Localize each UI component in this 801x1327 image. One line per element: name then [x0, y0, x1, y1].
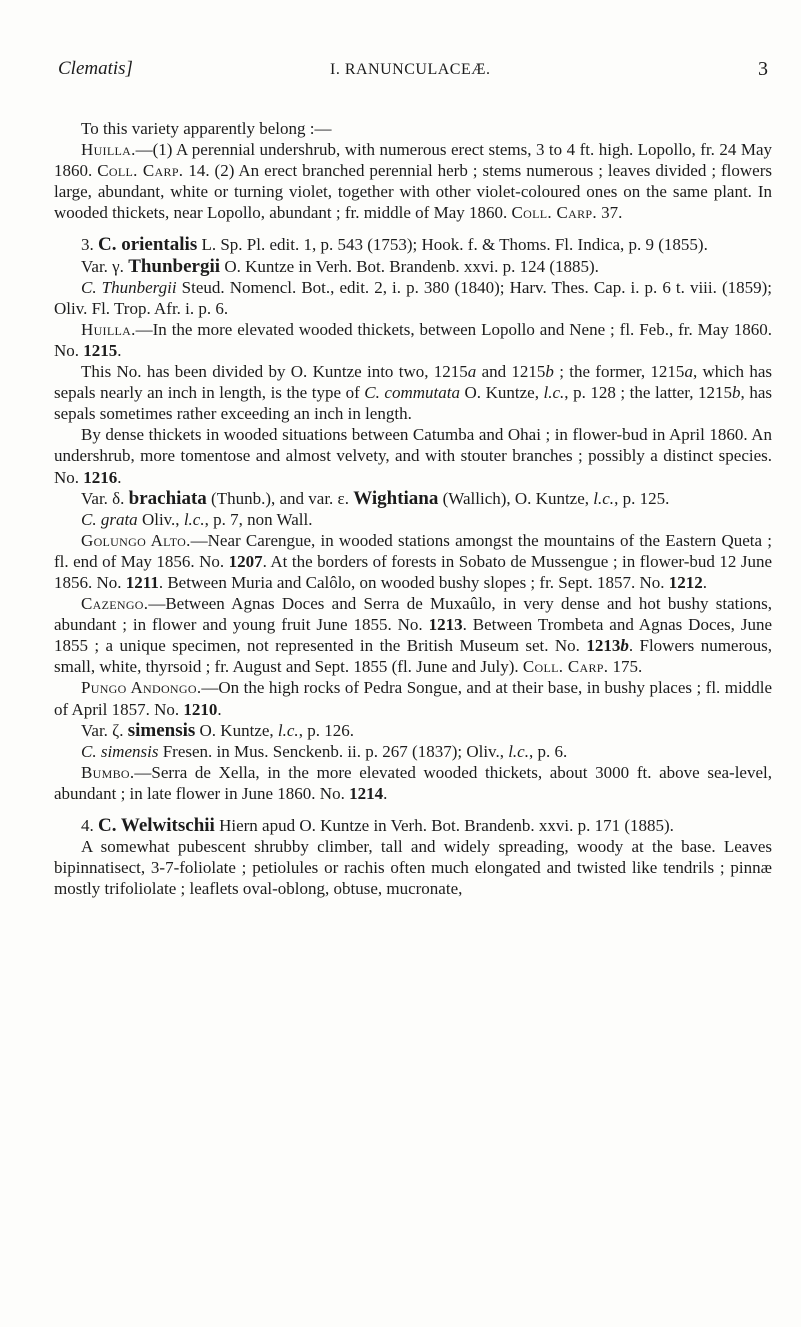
synonym-name: C. simensis — [81, 741, 159, 761]
cazengo-paragraph: Cazengo.—Between Agnas Doces and Serra de Muxaûlo, in very dense and hot bushy stations, abundant ; in flower and young fruit June 1855. No. 1213. Between Trombeta and Agnas Doces, June 1855 ; a unique specimen, not represented in the British Museum set. No. 1213b. Flowers numerous, small, white, thyrsoid ; fr. August and Sept. 1855 (fl. June and July). Coll. Carp. 175. — [54, 594, 772, 677]
species-name: C. Welwitschii — [98, 815, 215, 836]
synonym-name: C. Thunbergii — [81, 277, 177, 297]
huilla-specimens-paragraph: Huilla.—(1) A perennial undershrub, with numerous erect stems, 3 to 4 ft. high. Lopollo, fr. 24 May 1860. Coll. Carp. 14. (2) An erect branched perennial herb ; stems numerous ; leaves divided ; flowers large, abundant, white or turning violet, together with other violet-coloured ones on the same plant. In wooded thickets, near Lopollo, abundant ; fr. middle of May 1860. Coll. Carp. 37. — [54, 140, 772, 223]
specimen-number: 1215 — [83, 340, 118, 360]
species-name: C. orientalis — [98, 234, 198, 256]
region-label: Golungo Alto. — [81, 530, 191, 550]
bumbo-paragraph: Bumbo.—Serra de Xella, in the more elevated wooded thickets, about 3000 ft. above sea-level, abundant ; in late flower in June 1860. No. 1214. — [54, 762, 772, 803]
species-entry-welwitschii: 4. C. Welwitschii Hiern apud O. Kuntze in Verh. Bot. Brandenb. xxvi. p. 171 (1885). — [81, 815, 674, 836]
body-text — [54, 118, 772, 899]
running-head — [58, 58, 768, 84]
pungo-andongo-paragraph: Pungo Andongo.—On the high rocks of Pedra Songue, and at their base, in bushy places ; fl. middle of April 1857. No. 1210. — [54, 678, 772, 719]
synonym-name: C. grata — [81, 509, 138, 529]
region-label: Pungo Andongo. — [81, 678, 202, 698]
intro-line: To this variety apparently belong :— — [81, 119, 332, 138]
welwitschii-description: A somewhat pubescent shrubby climber, tall and widely spreading, woody at the base. Leaves bipinnatisect, 3-7-foliolate ; petiolules or rachis often much elongated and twisted like tendrils ; pinnæ mostly trifoliolate ; leaflets oval-oblong, obtuse, mucronate, — [54, 837, 772, 899]
variety-entry-brachiata-wightiana: Var. δ. brachiata (Thunb.), and var. ε. Wightiana (Wallich), O. Kuntze, l.c., p. 125. — [81, 487, 670, 509]
variety-name: brachiata — [128, 487, 207, 509]
kuntze-division-note: This No. has been divided by O. Kuntze into two, 1215a and 1215b ; the former, 1215a, which has sepals nearly an inch in length, is the type of C. commutata O. Kuntze, l.c., p. 128 ; the latter, 1215b, has sepals sometimes rather exceeding an inch in length. — [54, 362, 773, 424]
region-label: Bumbo. — [81, 762, 135, 782]
synonym-thunbergii: C. Thunbergii Steud. Nomencl. Bot., edit. 2, i. p. 380 (1840); Harv. Thes. Cap. i. p. 6 t. viii. (1859); Oliv. Fl. Trop. Afr. i. p. 6. — [54, 277, 772, 318]
collection-label: Coll. Carp. — [511, 203, 597, 223]
variety-name: simensis — [127, 719, 196, 741]
running-head-family: I. RANUNCULACEÆ. — [330, 61, 491, 78]
specimen-number: 1216 — [83, 467, 118, 487]
synonym-name: C. commutata — [364, 383, 460, 403]
specimen-number: 1207 — [228, 551, 263, 571]
specimen-number: 1211 — [125, 572, 159, 592]
variety-name: Thunbergii — [128, 255, 221, 277]
huilla-locality-paragraph: Huilla.—In the more elevated wooded thickets, between Lopollo and Nene ; fl. Feb., fr. May 1860. No. 1215. — [54, 319, 772, 360]
catumba-locality-paragraph: By dense thickets in wooded situations between Catumba and Ohai ; in flower-bud in April 1860. An undershrub, more tomentose and almost velvety, and with stouter branches ; possibly a distinct species. No. 1216. — [54, 425, 772, 487]
variety-name: Wightiana — [353, 487, 439, 509]
region-label: Huilla. — [81, 140, 136, 160]
golungo-alto-paragraph: Golungo Alto.—Near Carengue, in wooded stations amongst the mountains of the Eastern Queta ; fl. end of May 1856. No. 1207. At the borders of forests in Sobato de Mussengue ; in flower-bud 12 June 1856. No. 1211. Between Muria and Calôlo, on wooded bushy slopes ; fr. Sept. 1857. No. 1212. — [54, 530, 773, 592]
species-entry-orientalis: 3. C. orientalis L. Sp. Pl. edit. 1, p. 543 (1753); Hook. f. & Thoms. Fl. Indica, p. 9 (1855). — [81, 234, 708, 256]
specimen-number: 1213 — [586, 636, 621, 656]
region-label: Cazengo. — [81, 594, 149, 614]
collection-label: Coll. Carp. — [522, 657, 609, 677]
page-number: 3 — [758, 58, 768, 80]
variety-entry-simensis: Var. ζ. simensis O. Kuntze, l.c., p. 126. — [81, 719, 354, 741]
synonym-grata: C. grata Oliv., l.c., p. 7, non Wall. — [81, 509, 313, 529]
collection-label: Coll. Carp. — [97, 161, 184, 181]
specimen-number: 1214 — [349, 783, 384, 803]
variety-entry-thunbergii: Var. γ. Thunbergii O. Kuntze in Verh. Bot. Brandenb. xxvi. p. 124 (1885). — [81, 255, 599, 277]
specimen-number: 1213 — [428, 615, 463, 635]
synonym-simensis: C. simensis Fresen. in Mus. Senckenb. ii. p. 267 (1837); Oliv., l.c., p. 6. — [81, 741, 568, 761]
region-label: Huilla. — [81, 319, 136, 339]
specimen-number: 1210 — [183, 699, 218, 719]
running-head-genus: Clematis] — [58, 58, 133, 79]
specimen-number: 1212 — [668, 572, 703, 592]
